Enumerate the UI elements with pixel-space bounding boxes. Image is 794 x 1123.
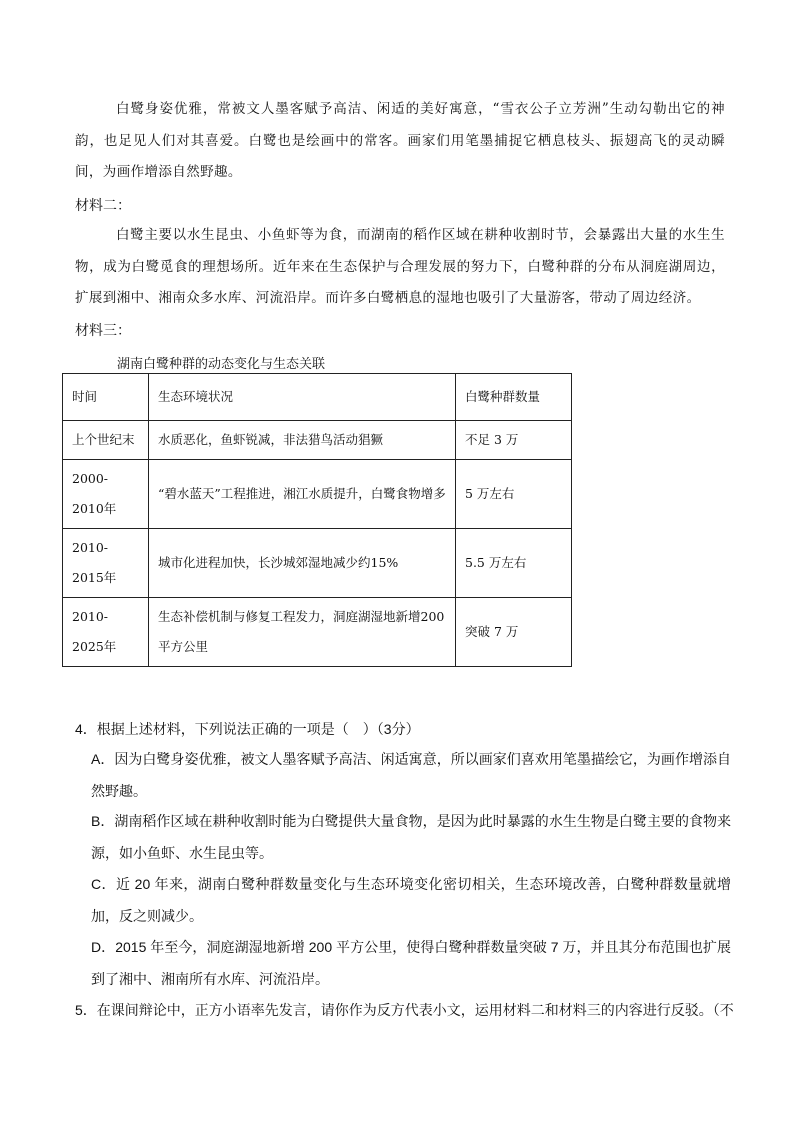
material-two-heading: 材料二： <box>75 197 131 213</box>
material-three-heading: 材料三： <box>75 322 131 338</box>
cell-period: 2010-2025年 <box>63 598 149 667</box>
cell-period: 2010-2015年 <box>63 529 149 598</box>
table-row <box>63 529 572 598</box>
column-header-environment: 生态环境状况 <box>149 374 456 421</box>
table-caption: 湖南白鹭种群的动态变化与生态关联 <box>117 357 326 372</box>
question-4-option-c: C．近 20 年来，湖南白鹭种群数量变化与生态环境变化密切相关，生态环境改善，白鹭种群数量就增加，反之则减少。 <box>91 876 731 924</box>
question-4-option-b: B．湖南稻作区域在耕种收割时能为白鹭提供大量食物，是因为此时暴露的水生生物是白鹭主要的食物来源，如小鱼虾、水生昆虫等。 <box>91 813 731 861</box>
column-header-period: 时间 <box>63 374 149 421</box>
cell-environment: 水质恶化，鱼虾锐减，非法猎鸟活动猖獗 <box>149 421 456 460</box>
question-4-option-d: D．2015 年至今，洞庭湖湿地新增 200 平方公里，使得白鹭种群数量突破 7 万，并且其分布范围也扩展到了湘中、湘南所有水库、河流沿岸。 <box>91 939 731 987</box>
cell-environment: 生态补偿机制与修复工程发力，洞庭湖湿地新增200 平方公里 <box>149 598 456 667</box>
column-header-population: 白鹭种群数量 <box>456 374 572 421</box>
material-two-paragraph: 白鹭主要以水生昆虫、小鱼虾等为食，而湖南的稻作区域在耕种收割时节，会暴露出大量的水生生物，成为白鹭觅食的理想场所。近年来在生态保护与合理发展的努力下，白鹭种群的分布从洞庭湖周边，扩展到湘中、湘南众多水库、河流沿岸。而许多白鹭栖息的湿地也吸引了大量游客，带动了周边经济。 <box>75 227 725 306</box>
cell-population: 突破 7 万 <box>456 598 572 667</box>
cell-period: 上个世纪末 <box>63 421 149 460</box>
table-row <box>63 598 572 667</box>
egret-population-table <box>62 373 572 667</box>
question-4-option-a: A．因为白鹭身姿优雅，被文人墨客赋予高洁、闲适寓意，所以画家们喜欢用笔墨描绘它，为画作增添自然野趣。 <box>91 751 731 799</box>
cell-population: 5 万左右 <box>456 460 572 529</box>
question-4-stem: 4．根据上述材料，下列说法正确的一项是（ ）（3分） <box>75 721 420 737</box>
table-row <box>63 460 572 529</box>
table-header-row <box>63 374 572 421</box>
cell-period: 2000-2010年 <box>63 460 149 529</box>
question-5-stem: 5．在课间辩论中，正方小语率先发言，请你作为反方代表小文，运用材料二和材料三的内容进行反驳。（不 <box>75 1002 734 1018</box>
cell-environment: “碧水蓝天”工程推进，湘江水质提升，白鹭食物增多 <box>149 460 456 529</box>
cell-population: 5.5 万左右 <box>456 529 572 598</box>
material-one-paragraph: 白鹭身姿优雅，常被文人墨客赋予高洁、闲适的美好寓意，“雪衣公子立芳洲”生动勾勒出它的神韵，也足见人们对其喜爱。白鹭也是绘画中的常客。画家们用笔墨捕捉它栖息枝头、振翅高飞的灵动瞬间，为画作增添自然野趣。 <box>75 101 725 180</box>
cell-environment: 城市化进程加快，长沙城郊湿地减少约15% <box>149 529 456 598</box>
table-row <box>63 421 572 460</box>
cell-population: 不足 3 万 <box>456 421 572 460</box>
